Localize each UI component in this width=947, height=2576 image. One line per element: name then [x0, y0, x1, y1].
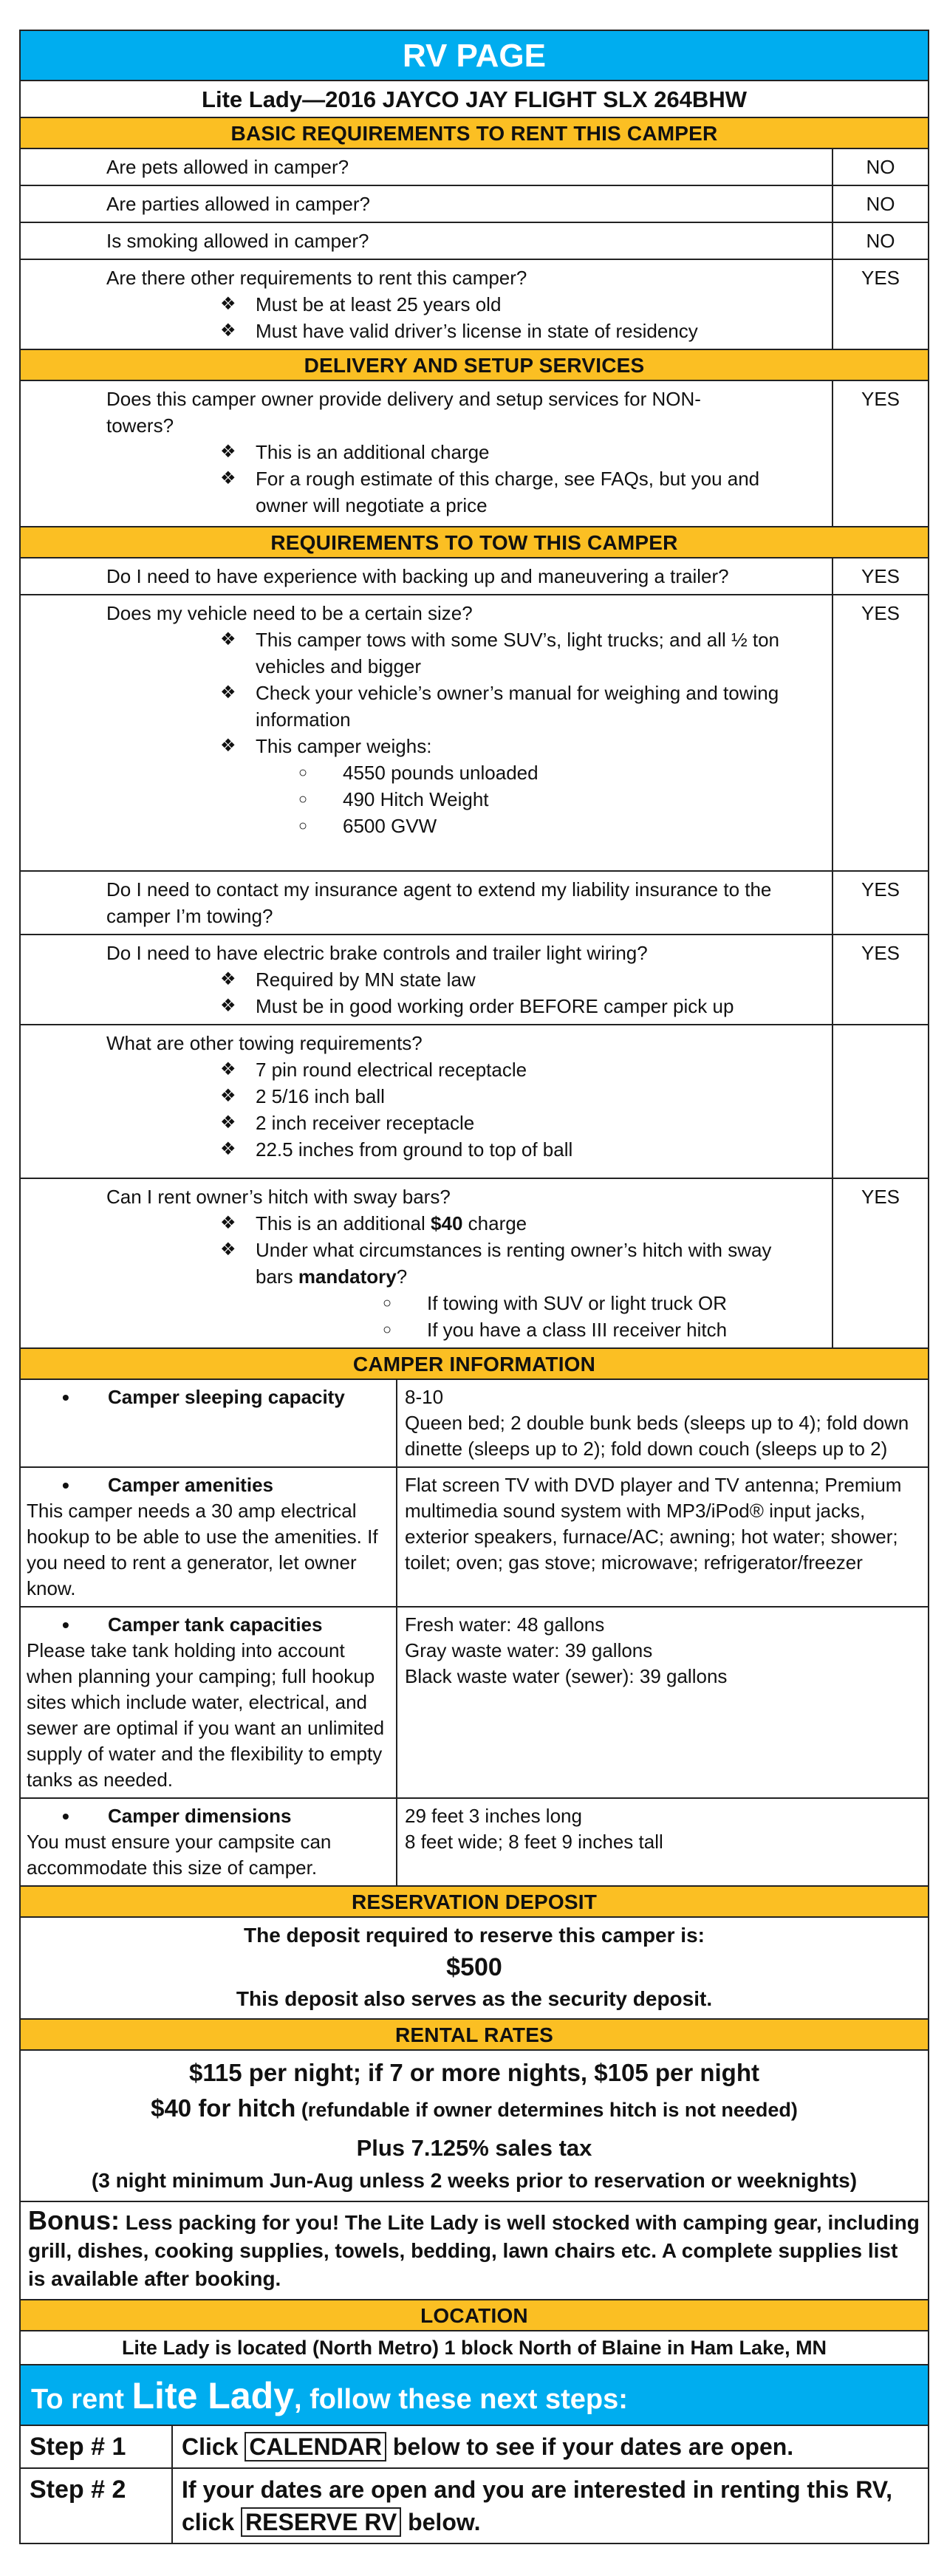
table-row: [21, 1608, 928, 1799]
info-value-cell: [397, 1380, 928, 1466]
step-row: [21, 2469, 928, 2543]
step-row: [21, 2426, 928, 2469]
table-row: [21, 595, 928, 872]
question-cell: [21, 935, 833, 1024]
question-cell: [21, 381, 833, 526]
answer: YES: [861, 267, 900, 289]
steps-banner-name: Lite Lady: [131, 2375, 294, 2416]
tank-value: Fresh water: 48 gallons: [405, 1613, 605, 1636]
question-cell: [21, 1025, 833, 1178]
dimensions-label: • Camper dimensions: [27, 1803, 390, 1829]
table-row: [21, 223, 928, 260]
question: Is smoking allowed in camper?: [21, 223, 833, 259]
hitch-price: $40: [431, 1212, 463, 1234]
tank-value: Gray waste water: 39 gallons: [405, 1639, 653, 1661]
tank-capacities-note: Please take tank holding into account when planning your camping; full hookup sites which include water, electrical, and sewer are optimal if you want an unlimited supply of water and the flexibility to empty tanks as needed.: [27, 1639, 385, 1791]
steps-banner: [21, 2365, 928, 2426]
question: Does this camper owner provide delivery and setup services for NON-towers?: [106, 388, 701, 437]
dimensions-note: You must ensure your campsite can accommodate this size of camper.: [27, 1831, 332, 1879]
step-text: [173, 2426, 928, 2467]
location-heading: LOCATION: [21, 2300, 928, 2331]
table-row: [21, 1380, 928, 1468]
question: Do I need to have experience with backing up and maneuvering a trailer?: [21, 558, 833, 594]
step-text-part: below.: [401, 2509, 481, 2535]
rates-block: [21, 2051, 928, 2202]
step-text-part: below to see if your dates are open.: [386, 2433, 794, 2460]
towing-heading: REQUIREMENTS TO TOW THIS CAMPER: [21, 527, 928, 558]
reserve-rv-button-label[interactable]: RESERVE RV: [241, 2507, 401, 2537]
camper-info-table: [21, 1380, 928, 1887]
step-text-part: If your dates are open and you are interested in renting this RV, click: [182, 2476, 893, 2535]
calendar-button-label[interactable]: CALENDAR: [245, 2432, 386, 2461]
sleeping-capacity-value: 8-10: [405, 1386, 444, 1408]
deposit-text: This deposit also serves as the security deposit.: [236, 1987, 713, 2010]
list-item: ❖ Must be in good working order BEFORE camper pick up: [220, 993, 826, 1019]
table-row: [21, 558, 928, 595]
answer: YES: [861, 602, 900, 624]
table-row: [21, 149, 928, 186]
step-label: Step # 2: [21, 2469, 173, 2543]
list-item: ❖ 2 5/16 inch ball: [220, 1083, 826, 1110]
question: Can I rent owner’s hitch with sway bars?: [106, 1186, 451, 1208]
sleeping-capacity-label: • Camper sleeping capacity: [27, 1384, 390, 1410]
delivery-table: [21, 381, 928, 527]
info-label-cell: [21, 1799, 397, 1885]
bonus-label: Bonus:: [28, 2205, 120, 2235]
mandatory-label: mandatory: [298, 1265, 397, 1288]
steps-banner-text: , follow these next steps:: [294, 2384, 628, 2415]
page-title: RV PAGE: [21, 31, 928, 81]
dimensions-value: 8 feet wide; 8 feet 9 inches tall: [405, 1831, 663, 1853]
question-cell: [21, 595, 833, 870]
answer: YES: [861, 942, 900, 964]
step-label: Step # 1: [21, 2426, 173, 2467]
list-item: ○ If towing with SUV or light truck OR: [383, 1290, 826, 1316]
list-item: ❖ This is an additional charge: [220, 439, 826, 465]
list-item: ○ If you have a class III receiver hitch: [383, 1316, 826, 1343]
bonus-text: Less packing for you! The Lite Lady is well stocked with camping gear, including grill, dishes, cooking supplies, towels, bedding, lawn chairs etc. A complete supplies list is available after booking.: [28, 2211, 920, 2290]
towing-table: [21, 558, 928, 1349]
answer: NO: [866, 230, 895, 252]
question: Does my vehicle need to be a certain size?: [106, 602, 473, 624]
list-item: ❖ Must be at least 25 years old: [220, 291, 826, 318]
list-item: ❖ 7 pin round electrical receptacle: [220, 1056, 826, 1083]
dimensions-value: 29 feet 3 inches long: [405, 1805, 582, 1827]
list-item: ❖ For a rough estimate of this charge, see FAQs, but you and owner will negotiate a price: [220, 465, 826, 519]
sales-tax: Plus 7.125% sales tax: [356, 2135, 592, 2161]
list-item: [220, 1210, 826, 1237]
list-item: ❖ Must have valid driver’s license in state of residency: [220, 318, 826, 344]
info-label-cell: [21, 1380, 397, 1466]
list-item: ○ 4550 pounds unloaded: [298, 759, 826, 786]
answer: NO: [866, 156, 895, 178]
question: What are other towing requirements?: [106, 1032, 423, 1054]
table-row: [21, 186, 928, 223]
answer: YES: [861, 388, 900, 410]
table-row: [21, 935, 928, 1025]
basic-requirements-table: [21, 149, 928, 350]
hitch-rate: [21, 2091, 928, 2131]
location-text: Lite Lady is located (North Metro) 1 block North of Blaine in Ham Lake, MN: [21, 2331, 928, 2365]
hitch-rate-note: (refundable if owner determines hitch is not needed): [295, 2099, 798, 2121]
list-item-text: charge: [462, 1212, 527, 1234]
deposit-text: The deposit required to reserve this camper is:: [244, 1924, 705, 1947]
answer: YES: [861, 1186, 900, 1208]
answer: YES: [861, 565, 900, 587]
bonus-block: [21, 2202, 928, 2300]
table-row: [21, 381, 928, 526]
answer: NO: [866, 193, 895, 215]
steps-banner-text: To rent: [31, 2384, 132, 2415]
list-item-text: This is an additional: [256, 1212, 431, 1234]
list-item: [220, 1237, 826, 1290]
sleeping-capacity-detail: Queen bed; 2 double bunk beds (sleeps up to 4); fold down dinette (sleeps up to 2); fold down couch (sleeps up to 2): [405, 1412, 909, 1460]
camper-info-heading: CAMPER INFORMATION: [21, 1349, 928, 1380]
step-text: [173, 2469, 928, 2543]
minimum-stay: (3 night minimum Jun-Aug unless 2 weeks prior to reservation or weeknights): [91, 2169, 858, 2192]
list-item: ❖ This camper tows with some SUV’s, light trucks; and all ½ ton vehicles and bigger: [220, 626, 826, 680]
tank-value: Black waste water (sewer): 39 gallons: [405, 1665, 728, 1687]
question: Are parties allowed in camper?: [21, 186, 833, 222]
question-cell: [21, 260, 833, 349]
basic-requirements-heading: BASIC REQUIREMENTS TO RENT THIS CAMPER: [21, 118, 928, 149]
rates-heading: RENTAL RATES: [21, 2020, 928, 2051]
table-row: [21, 260, 928, 349]
list-item: ❖ 22.5 inches from ground to top of ball: [220, 1136, 826, 1163]
deposit-amount: $500: [446, 1953, 502, 1981]
table-row: [21, 1468, 928, 1608]
list-item: ○ 490 Hitch Weight: [298, 786, 826, 813]
question-cell: [21, 1179, 833, 1347]
list-item: ❖ 2 inch receiver receptacle: [220, 1110, 826, 1136]
info-value-cell: [397, 1799, 928, 1885]
table-row: [21, 1179, 928, 1347]
question: Are there other requirements to rent this camper?: [106, 267, 527, 289]
deposit-heading: RESERVATION DEPOSIT: [21, 1887, 928, 1918]
amenities-label: • Camper amenities: [27, 1472, 390, 1498]
delivery-heading: DELIVERY AND SETUP SERVICES: [21, 350, 928, 381]
step-text-part: Click: [182, 2433, 245, 2460]
info-label-cell: [21, 1468, 397, 1606]
answer: [833, 1025, 928, 1178]
camper-title: Lite Lady—2016 JAYCO JAY FLIGHT SLX 264BHW: [21, 81, 928, 118]
info-label-cell: [21, 1608, 397, 1797]
table-row: [21, 1799, 928, 1885]
question: Are pets allowed in camper?: [21, 149, 833, 185]
deposit-block: [21, 1918, 928, 2020]
info-value-cell: [397, 1608, 928, 1797]
rv-page-document: [19, 30, 929, 2544]
list-item: ○ 6500 GVW: [298, 813, 826, 839]
list-item: ❖ Required by MN state law: [220, 966, 826, 993]
table-row: [21, 1025, 928, 1179]
table-row: [21, 872, 928, 935]
tank-capacities-label: • Camper tank capacities: [27, 1612, 390, 1638]
question: Do I need to contact my insurance agent to extend my liability insurance to the camper I’m towing?: [21, 872, 833, 934]
question: Do I need to have electric brake controls and trailer light wiring?: [106, 942, 648, 964]
list-item-text: Under what circumstances is renting owner’s hitch with sway bars: [256, 1239, 772, 1288]
hitch-rate-amount: $40 for hitch: [151, 2094, 296, 2122]
info-value-cell: [397, 1468, 928, 1606]
list-item: ❖ This camper weighs:: [220, 733, 826, 759]
answer: YES: [861, 878, 900, 901]
nightly-rate: $115 per night; if 7 or more nights, $105 per night: [188, 2059, 759, 2086]
list-item: ❖ Check your vehicle’s owner’s manual for weighing and towing information: [220, 680, 826, 733]
amenities-note: This camper needs a 30 amp electrical hookup to be able to use the amenities. If you need to rent a generator, let owner know.: [27, 1500, 378, 1599]
amenities-value: Flat screen TV with DVD player and TV antenna; Premium multimedia sound system with MP3/iPod® input jacks, exterior speakers, furnace/AC; awning; hot water; shower; toilet; oven; gas stove; microwave; refrigerator/freezer: [405, 1474, 902, 1574]
list-item-text: ?: [396, 1265, 408, 1288]
